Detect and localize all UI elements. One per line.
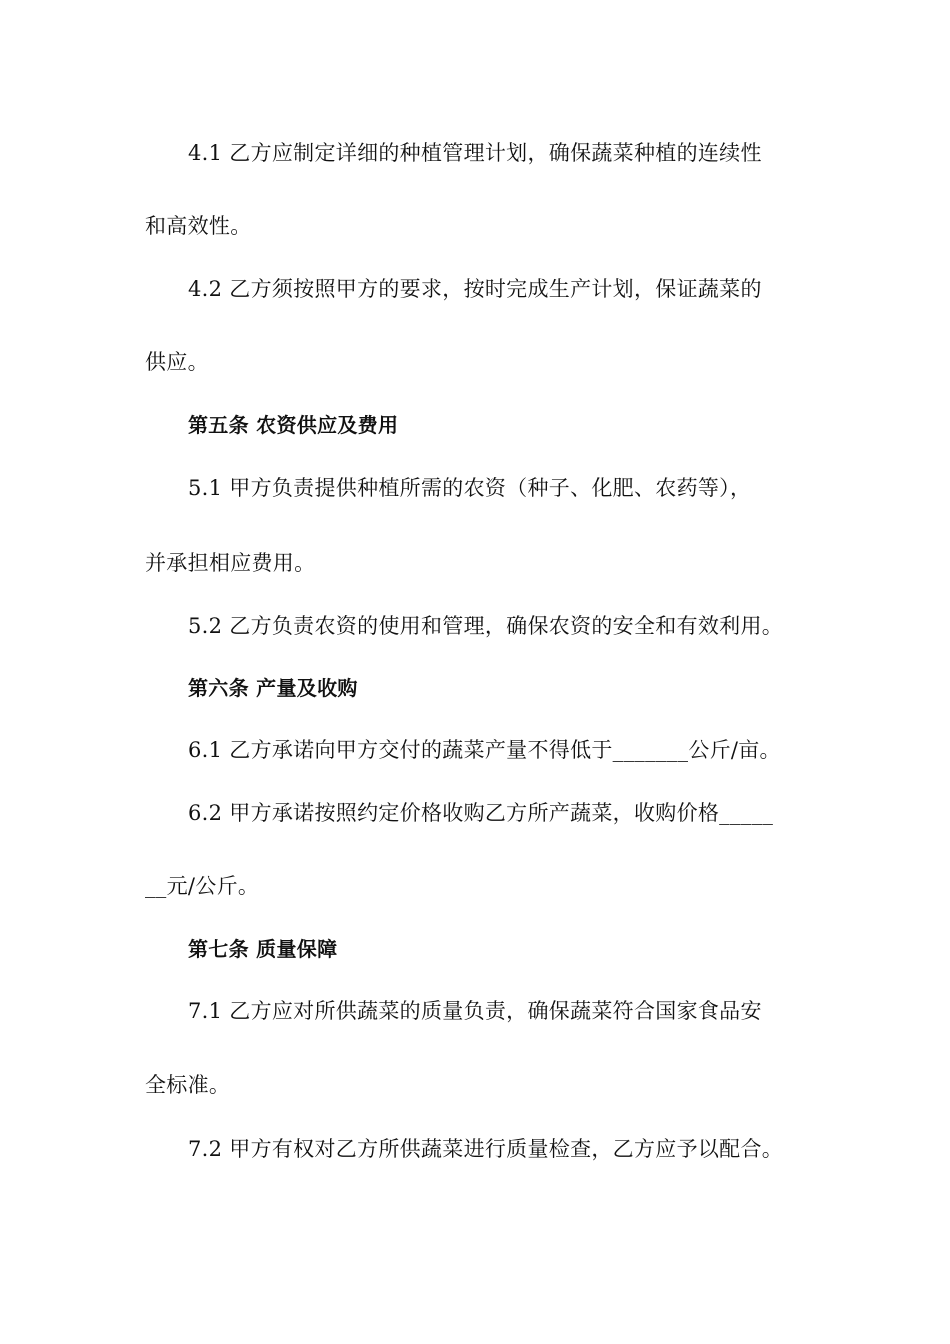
clause-5-1-line-2: 并承担相应费用。 [145,551,316,575]
clause-7-2-line-1: 7.2 甲方有权对乙方所供蔬菜进行质量检查，乙方应予以配合。 [188,1137,784,1161]
clause-6-2-line-2: __元/公斤。 [145,874,260,898]
clause-5-2-line-1: 5.2 乙方负责农资的使用和管理，确保农资的安全和有效利用。 [188,614,784,638]
clause-4-1-line-1: 4.1 乙方应制定详细的种植管理计划，确保蔬菜种植的连续性 [188,141,762,165]
clause-6-1-line-1: 6.1 乙方承诺向甲方交付的蔬菜产量不得低于_______公斤/亩。 [188,738,781,762]
clause-6-2-line-1: 6.2 甲方承诺按照约定价格收购乙方所产蔬菜，收购价格_____ [188,801,774,825]
clause-4-1-line-2: 和高效性。 [145,214,252,238]
clause-4-2-line-2: 供应。 [145,350,209,374]
clause-4-2-line-1: 4.2 乙方须按照甲方的要求，按时完成生产计划，保证蔬菜的 [188,277,762,301]
clause-7-1-line-2: 全标准。 [145,1073,231,1097]
section-5-heading: 第五条 农资供应及费用 [188,413,399,437]
clause-7-1-line-1: 7.1 乙方应对所供蔬菜的质量负责，确保蔬菜符合国家食品安 [188,999,762,1023]
clause-5-1-line-1: 5.1 甲方负责提供种植所需的农资（种子、化肥、农药等）， [188,476,752,500]
section-6-heading: 第六条 产量及收购 [188,676,358,700]
section-7-heading: 第七条 质量保障 [188,937,338,961]
